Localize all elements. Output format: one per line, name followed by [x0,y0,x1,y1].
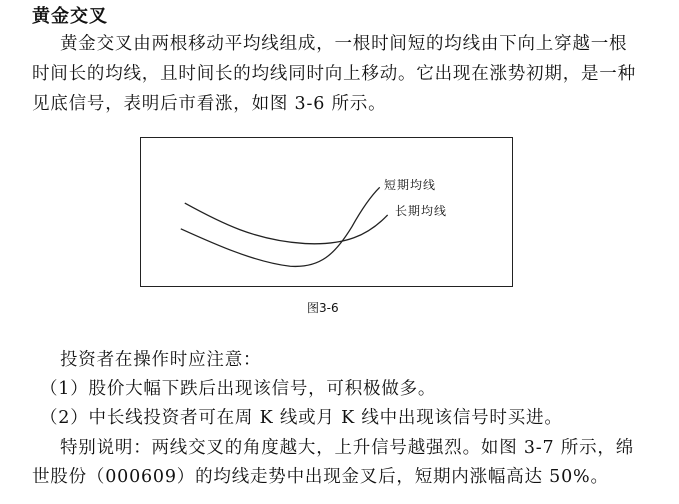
special-note-line-2: 世股份（000609）的均线走势中出现金叉后，短期内涨幅高达 50%。 [32,467,609,487]
short-ma-label: 短期均线 [384,178,437,192]
golden-cross-diagram [141,138,512,286]
golden-cross-figure [140,137,513,287]
intro-line-2: 时间长的均线，且时间长的均线同时向上移动。它出现在涨势初期，是一种 [32,64,636,84]
figure-caption: 图3-6 [307,301,339,315]
note-item-1: （1）股价大幅下跌后出现该信号，可积极做多。 [40,379,437,399]
special-note-line-1: 特别说明：两线交叉的角度越大，上升信号越强烈。如图 3-7 所示，绵 [60,438,635,458]
long-ma-curve [185,203,388,244]
intro-line-1: 黄金交叉由两根移动平均线组成，一根时间短的均线由下向上穿越一根 [60,34,628,54]
section-heading: 黄金交叉 [32,6,108,27]
intro-line-3: 见底信号，表明后市看涨，如图 3-6 所示。 [32,94,387,114]
long-ma-label: 长期均线 [395,204,448,218]
note-item-2: （2）中长线投资者可在周 K 线或月 K 线中出现该信号时买进。 [40,408,563,428]
notes-title: 投资者在操作时应注意： [60,350,262,370]
short-ma-curve [181,187,380,266]
